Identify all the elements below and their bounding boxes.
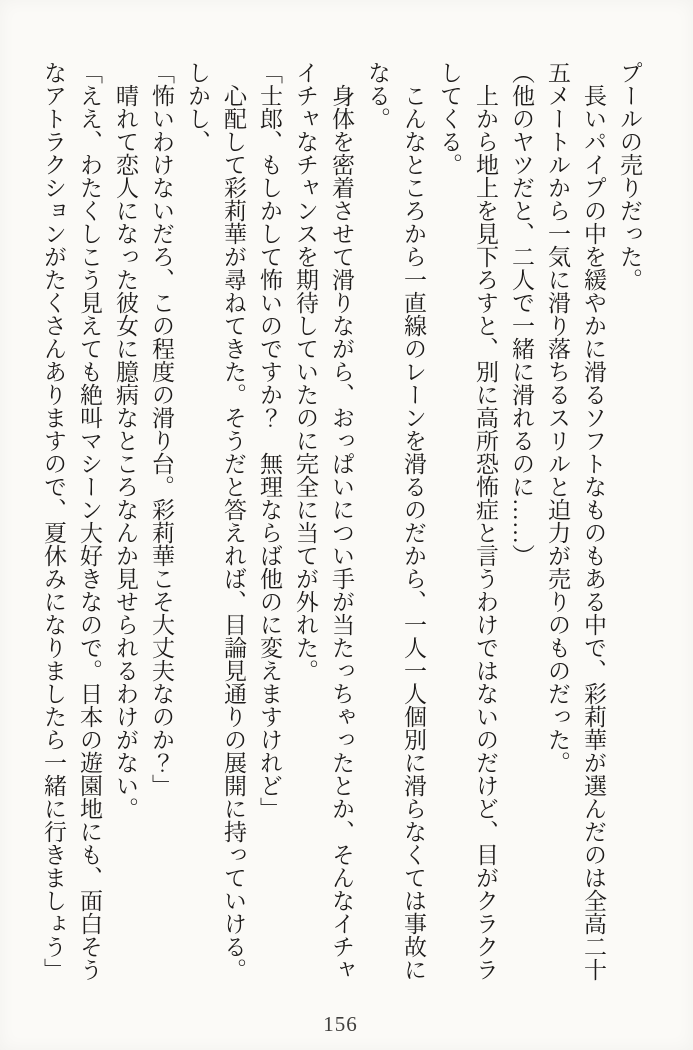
text-line: しかし、 bbox=[185, 61, 210, 153]
text-line: イチャなチャンスを期待していたのに完全に当てが外れた。 bbox=[293, 61, 318, 682]
text-line: してくる。 bbox=[437, 61, 462, 176]
text-line: 上から地上を見下ろすと、別に高所恐怖症と言うわけではないのだけど、目がクラクラ bbox=[473, 61, 498, 981]
text-line: 「士郎、もしかして怖いのですか？ 無理ならば他のに変えますけれど」 bbox=[257, 61, 282, 820]
text-line: なる。 bbox=[365, 61, 390, 130]
text-line: 「怖いわけないだろ、この程度の滑り台。彩莉華こそ大丈夫なのか？」 bbox=[149, 61, 174, 797]
text-block bbox=[35, 61, 647, 993]
text-line: 晴れて恋人になった彼女に臆病なところなんか見せられるわけがない。 bbox=[113, 61, 138, 820]
text-line: 身体を密着させて滑りながら、おっぱいについ手が当たっちゃったとか、そんなイチャ bbox=[329, 61, 354, 981]
text-line: 長いパイプの中を緩やかに滑るソフトなものもある中で、彩莉華が選んだのは全高二十 bbox=[581, 61, 606, 981]
text-line: なアトラクションがたくさんありますので、夏休みになりましたら一緒に行きましょう」 bbox=[41, 61, 66, 981]
page-number: 156 bbox=[323, 1012, 358, 1036]
text-line: 「ええ、わたくしこう見えても絶叫マシーン大好きなので。日本の遊園地にも、面白そう bbox=[77, 61, 102, 981]
text-line: プールの売りだった。 bbox=[617, 61, 642, 291]
text-line: 五メートルから一気に滑り落ちるスリルと迫力が売りのものだった。 bbox=[545, 61, 570, 774]
text-line: 心配して彩莉華が尋ねてきた。そうだと答えれば、目論見通りの展開に持っていける。 bbox=[221, 61, 246, 981]
text-line: こんなところから一直線のレーンを滑るのだから、一人一人個別に滑らなくては事故に bbox=[401, 61, 426, 981]
text-line: （他のヤツだと、二人で一緒に滑れるのに……） bbox=[509, 61, 534, 567]
